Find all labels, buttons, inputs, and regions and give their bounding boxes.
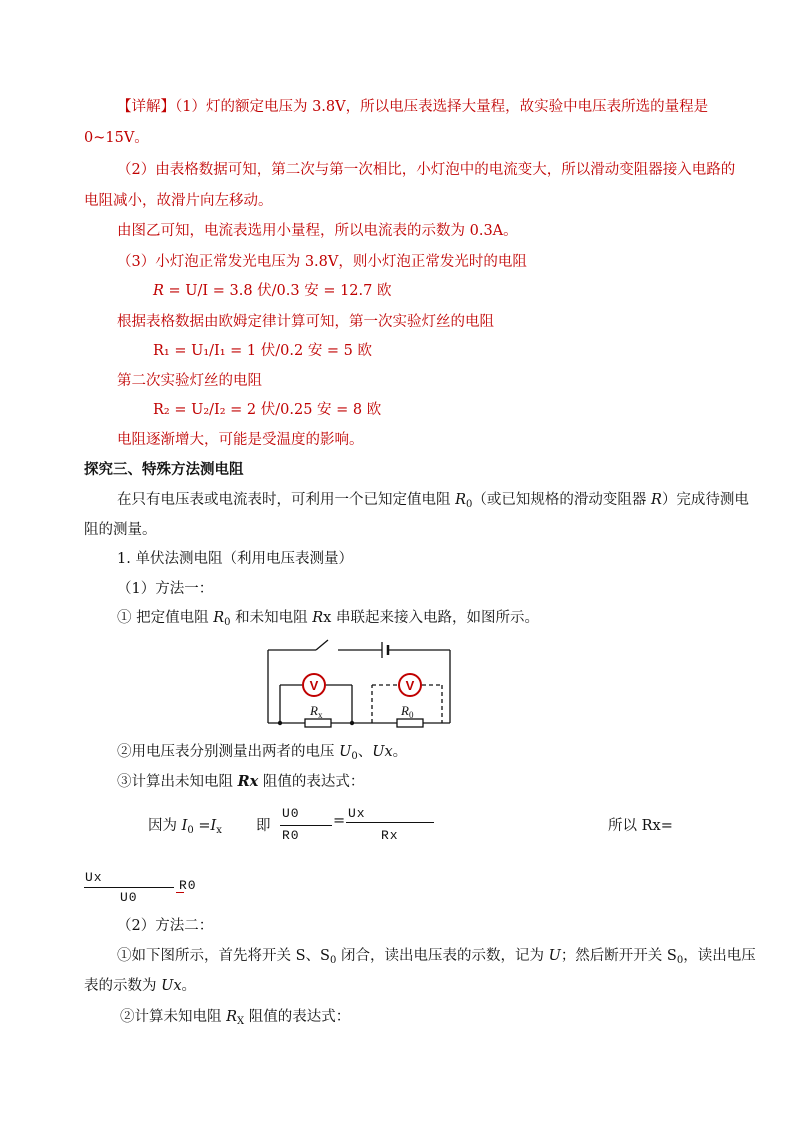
voltmeter-left-label: V [309,678,319,693]
analysis-p1b: 0~15V。 [84,130,149,146]
label-rx: $R_x$ [310,703,323,720]
voltmeter-right-label: V [405,678,415,693]
frac-denominator-rx: Rx [381,828,399,843]
analysis-p2a: （2）由表格数据可知，第二次与第一次相比，小灯泡中的电流变大，所以滑动变阻器接入电路的 [117,162,736,178]
frac-equals: = [333,813,346,829]
section-title: 探究三、特殊方法测电阻 [84,461,244,478]
voltmeter-left [303,674,325,696]
eq-because: 因为 $I_0 =I_x$ [148,818,222,836]
result-numerator-ux: Ux [85,870,103,885]
label-r0: $R_0$ [401,703,414,720]
analysis-p3: （3）小灯泡正常发光电压为 3.8V，则小灯泡正常发光时的电阻 [117,254,527,270]
analysis-p5: 第二次实验灯丝的电阻 [117,373,262,389]
method-2-title: （2）方法二： [117,918,214,934]
method-1-step-3: ③计算出未知电阻 Rx 阻值的表达式： [117,773,365,790]
series-circuit-diagram [260,635,460,730]
section-intro-b: 阻的测量。 [84,522,157,538]
frac-numerator-u0: U0 [282,806,300,821]
method-1-step-2: ②用电压表分别测量出两者的电压 $U_0$、Ux。 [117,744,408,762]
analysis-p2b: 电阻减小，故滑片向左移动。 [84,193,273,209]
method-1-step-1: ① 把定值电阻 $R_0$ 和未知电阻 Rx 串联起来接入电路，如图所示。 [117,610,539,628]
analysis-head: 【详解】 [117,99,175,115]
switch-blade [316,640,328,650]
junction-dot [350,721,354,725]
frac-numerator-ux: Ux [348,806,366,821]
eq-ji: 即 [256,818,271,834]
method-2-step-1a: ①如下图所示，首先将开关 S、$S_0$ 闭合，读出电压表的示数，记为 U；然后断开开关 $S_0$，读出电压 [117,948,756,966]
method-2-step-2: ②计算未知电阻 $R_X$ 阻值的表达式： [120,1009,351,1027]
resistor-rx [305,719,331,727]
analysis-eq1: R = U/I = 3.8 伏/0.3 安 = 12.7 欧 [153,283,392,299]
section-intro-a: 在只有电压表或电流表时，可利用一个已知定值电阻 $R_0$（或已知规格的滑动变阻器 R）完成待测电 [117,492,749,510]
frac-bar-right [346,822,434,823]
resistor-r0 [397,719,423,727]
frac-denominator-r0: R0 [282,828,300,843]
method-2-step-1b: 表的示数为 Ux。 [84,978,197,994]
junction-dot [278,721,282,725]
analysis-eq2: R₁ = U₁/I₁ = 1 伏/0.2 安 = 5 欧 [153,343,373,359]
analysis-p2c: 由图乙可知，电流表选用小量程，所以电流表的示数为 0.3A。 [117,223,518,239]
eq-so: 所以 Rx= [608,818,673,834]
analysis-p4: 根据表格数据由欧姆定律计算可知，第一次实验灯丝的电阻 [117,314,494,330]
result-denominator-u0: U0 [120,890,138,905]
analysis-p6: 电阻逐渐增大，可能是受温度的影响。 [117,432,364,448]
analysis-eq3: R₂ = U₂/I₂ = 2 伏/0.25 安 = 8 欧 [153,402,382,418]
method-1-title: （1）方法一： [117,581,214,597]
analysis-p1a: （1）灯的额定电压为 3.8V，所以电压表选择大量程，故实验中电压表所选的量程是 [175,99,709,115]
analysis-line-1 [117,97,708,117]
subsection-1: 1. 单伏法测电阻（利用电压表测量） [117,551,353,567]
result-r0: R0 [179,878,197,893]
voltmeter-right [399,674,421,696]
